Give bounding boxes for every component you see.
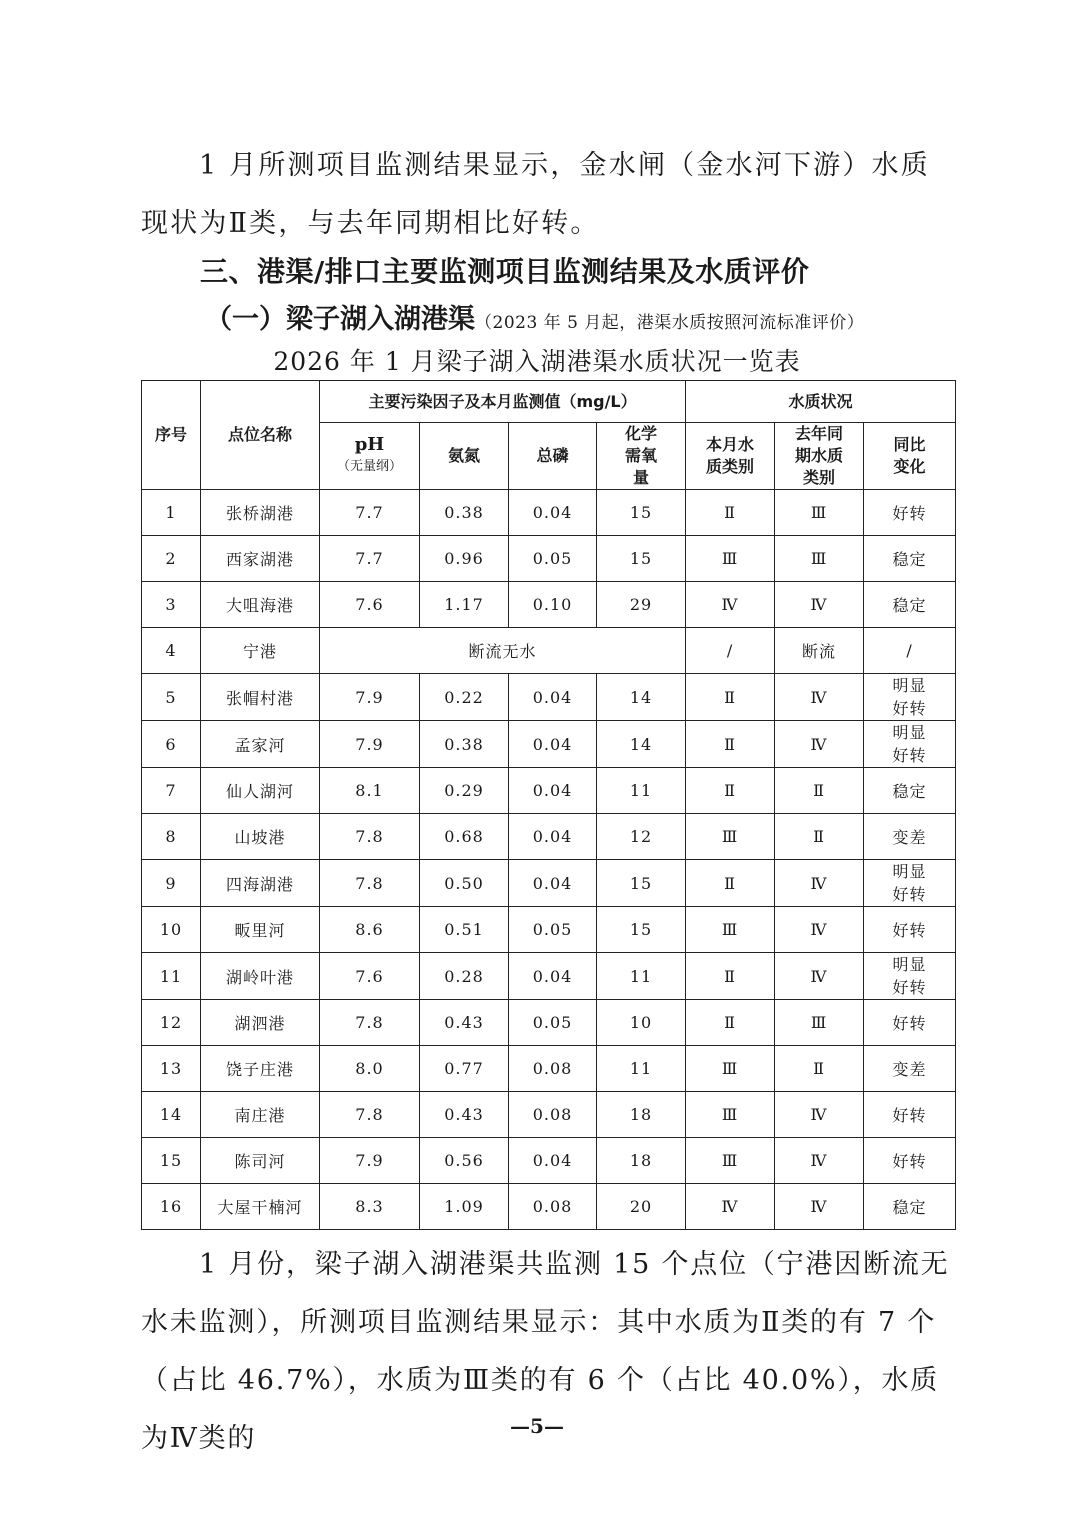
cell-site: 大屋干楠河 [201,1184,320,1230]
cell-index: 7 [142,768,201,814]
cell-ammonia: 0.43 [420,1092,509,1138]
header-phosphorus: 总磷 [509,423,597,490]
cell-ammonia: 0.28 [420,953,509,1000]
cell-change: 稳定 [864,1184,956,1230]
cell-ph: 7.9 [320,1138,420,1184]
header-last-year-label: 去年同期水质类别 [795,424,844,487]
cell-cod: 14 [597,721,686,768]
table-row [142,536,956,582]
cell-ph: 7.8 [320,1000,420,1046]
table-row [142,674,956,721]
cell-this-month-class: Ⅱ [686,674,775,721]
table-row [142,1046,956,1092]
cell-site: 南庄港 [201,1092,320,1138]
table-row [142,1184,956,1230]
cell-this-month-class: Ⅱ [686,768,775,814]
cell-site: 张桥湖港 [201,490,320,536]
cell-this-month-class: Ⅲ [686,907,775,953]
table-row [142,860,956,907]
cell-cod: 11 [597,768,686,814]
cell-this-month-class: Ⅲ [686,1046,775,1092]
cell-phosphorus: 0.04 [509,674,597,721]
cell-ammonia: 0.68 [420,814,509,860]
cell-ph: 7.6 [320,953,420,1000]
cell-this-month-class: Ⅲ [686,814,775,860]
cell-cod: 10 [597,1000,686,1046]
cell-cod: 11 [597,1046,686,1092]
cell-cod: 15 [597,907,686,953]
table-row [142,953,956,1000]
cell-change: 明显好转 [864,721,956,768]
cell-index: 6 [142,721,201,768]
cell-this-month-class: Ⅱ [686,1000,775,1046]
cell-last-year-class: Ⅳ [775,907,864,953]
cell-change: 稳定 [864,536,956,582]
cell-index: 9 [142,860,201,907]
cell-index: 15 [142,1138,201,1184]
cell-ph: 8.0 [320,1046,420,1092]
cell-last-year-class: 断流 [775,628,864,674]
cell-ammonia: 1.09 [420,1184,509,1230]
cell-change: 变差 [864,1046,956,1092]
cell-index: 12 [142,1000,201,1046]
table-row [142,1092,956,1138]
cell-cod: 18 [597,1092,686,1138]
cell-ph: 8.6 [320,907,420,953]
cell-ph: 7.8 [320,1092,420,1138]
header-ammonia: 氨氮 [420,423,509,490]
cell-change: 好转 [864,1000,956,1046]
water-quality-table [141,380,956,1230]
cell-this-month-class: Ⅲ [686,536,775,582]
cell-site: 西家湖港 [201,536,320,582]
cell-cod: 11 [597,953,686,1000]
subsection-title: （一）梁子湖入湖港渠 [205,304,475,335]
cell-ammonia: 0.50 [420,860,509,907]
cell-cod: 15 [597,860,686,907]
cell-this-month-class: Ⅲ [686,1138,775,1184]
cell-change: 好转 [864,490,956,536]
cell-index: 2 [142,536,201,582]
table-row [142,768,956,814]
cell-ammonia: 0.29 [420,768,509,814]
cell-ph: 8.1 [320,768,420,814]
cell-cod: 15 [597,490,686,536]
cell-change: 稳定 [864,768,956,814]
cell-ph: 7.7 [320,536,420,582]
cell-this-month-class: / [686,628,775,674]
cell-this-month-class: Ⅲ [686,1092,775,1138]
cell-index: 16 [142,1184,201,1230]
cell-phosphorus: 0.04 [509,768,597,814]
cell-cod: 12 [597,814,686,860]
header-last-year [775,423,864,490]
cell-phosphorus: 0.05 [509,536,597,582]
cell-site: 大咀海港 [201,582,320,628]
cell-ammonia: 0.77 [420,1046,509,1092]
cell-ph: 7.7 [320,490,420,536]
cell-cod: 15 [597,536,686,582]
cell-ammonia: 0.38 [420,721,509,768]
table-row [142,721,956,768]
cell-phosphorus: 0.04 [509,490,597,536]
cell-cod: 29 [597,582,686,628]
cell-phosphorus: 0.04 [509,1138,597,1184]
table-row [142,1000,956,1046]
page-number: —5— [510,1414,564,1438]
table-row [142,907,956,953]
cell-index: 13 [142,1046,201,1092]
cell-ammonia: 0.96 [420,536,509,582]
table-row [142,582,956,628]
cell-last-year-class: Ⅱ [775,1046,864,1092]
header-cod [597,423,686,490]
table-row [142,490,956,536]
cell-site: 四海湖港 [201,860,320,907]
cell-index: 1 [142,490,201,536]
header-quality-group: 水质状况 [686,381,956,423]
cell-site: 湖岭叶港 [201,953,320,1000]
cell-phosphorus: 0.04 [509,721,597,768]
paragraph-summary: 1 月份，梁子湖入湖港渠共监测 15 个点位（宁港因断流无水未监测），所测项目监测结果显示：其中水质为Ⅱ类的有 7 个（占比 46.7%），水质为Ⅲ类的有 6 个（占比 40.0%），水质为Ⅳ类的 [141,1249,950,1454]
cell-change: 变差 [864,814,956,860]
subsection-heading [205,297,864,336]
cell-index: 4 [142,628,201,674]
cell-last-year-class: Ⅳ [775,1138,864,1184]
cell-ammonia: 0.43 [420,1000,509,1046]
cell-last-year-class: Ⅳ [775,674,864,721]
cell-this-month-class: Ⅱ [686,860,775,907]
cell-ph: 7.6 [320,582,420,628]
header-ph [320,423,420,490]
cell-cod: 20 [597,1184,686,1230]
cell-ph: 7.8 [320,814,420,860]
cell-this-month-class: Ⅱ [686,721,775,768]
header-ph-unit: （无量纲） [336,459,402,474]
cell-last-year-class: Ⅲ [775,1000,864,1046]
cell-change: 明显好转 [864,860,956,907]
header-site: 点位名称 [201,381,320,490]
header-cod-label: 化学需氧量 [625,424,658,487]
cell-last-year-class: Ⅱ [775,768,864,814]
cell-last-year-class: Ⅱ [775,814,864,860]
cell-index: 14 [142,1092,201,1138]
cell-phosphorus: 0.04 [509,860,597,907]
cell-site: 宁港 [201,628,320,674]
cell-last-year-class: Ⅲ [775,536,864,582]
cell-index: 11 [142,953,201,1000]
table-row [142,1138,956,1184]
cell-this-month-class: Ⅱ [686,953,775,1000]
cell-cod: 14 [597,674,686,721]
table-caption: 2026 年 1 月梁子湖入湖港渠水质状况一览表 [273,347,801,376]
header-pollutants-group: 主要污染因子及本月监测值（mg/L） [320,381,686,423]
cell-phosphorus: 0.08 [509,1046,597,1092]
cell-index: 8 [142,814,201,860]
cell-change: 好转 [864,907,956,953]
cell-phosphorus: 0.08 [509,1184,597,1230]
cell-index: 3 [142,582,201,628]
cell-phosphorus: 0.05 [509,907,597,953]
cell-ph: 7.9 [320,674,420,721]
cell-phosphorus: 0.08 [509,1092,597,1138]
cell-this-month-class: Ⅳ [686,1184,775,1230]
cell-ammonia: 0.56 [420,1138,509,1184]
table-row [142,814,956,860]
cell-ph: 8.3 [320,1184,420,1230]
cell-ammonia: 1.17 [420,582,509,628]
cell-last-year-class: Ⅳ [775,860,864,907]
paragraph-jinshuizha-summary: 1 月所测项目监测结果显示，金水闸（金水河下游）水质现状为Ⅱ类，与去年同期相比好转。 [141,150,930,239]
cell-phosphorus: 0.04 [509,953,597,1000]
header-ph-label: pH [354,434,385,455]
header-this-month [686,423,775,490]
section-heading: 三、港渠/排口主要监测项目监测结果及水质评价 [200,255,810,288]
cell-site: 山坡港 [201,814,320,860]
cell-ammonia: 0.38 [420,490,509,536]
cell-site: 饶子庄港 [201,1046,320,1092]
cell-ph: 7.8 [320,860,420,907]
cell-site: 陈司河 [201,1138,320,1184]
cell-phosphorus: 0.04 [509,814,597,860]
cell-no-water: 断流无水 [320,628,686,674]
cell-last-year-class: Ⅲ [775,490,864,536]
cell-site: 张帽村港 [201,674,320,721]
cell-change: 明显好转 [864,953,956,1000]
header-this-month-label: 本月水质类别 [706,435,755,476]
cell-last-year-class: Ⅳ [775,1092,864,1138]
cell-last-year-class: Ⅳ [775,721,864,768]
cell-last-year-class: Ⅳ [775,953,864,1000]
cell-change: 好转 [864,1138,956,1184]
cell-change: / [864,628,956,674]
cell-site: 孟家河 [201,721,320,768]
cell-site: 湖泗港 [201,1000,320,1046]
cell-site: 仙人湖河 [201,768,320,814]
cell-ammonia: 0.51 [420,907,509,953]
header-change [864,423,956,490]
cell-last-year-class: Ⅳ [775,582,864,628]
cell-site: 畈里河 [201,907,320,953]
cell-change: 好转 [864,1092,956,1138]
cell-this-month-class: Ⅳ [686,582,775,628]
cell-phosphorus: 0.10 [509,582,597,628]
cell-change: 稳定 [864,582,956,628]
subsection-note: （2023 年 5 月起，港渠水质按照河流标准评价） [475,313,865,333]
cell-cod: 18 [597,1138,686,1184]
cell-ph: 7.9 [320,721,420,768]
cell-this-month-class: Ⅱ [686,490,775,536]
cell-last-year-class: Ⅳ [775,1184,864,1230]
cell-change: 明显好转 [864,674,956,721]
table-row [142,628,956,674]
cell-ammonia: 0.22 [420,674,509,721]
cell-phosphorus: 0.05 [509,1000,597,1046]
cell-index: 5 [142,674,201,721]
cell-index: 10 [142,907,201,953]
header-index: 序号 [142,381,201,490]
header-change-label: 同比变化 [893,435,926,476]
